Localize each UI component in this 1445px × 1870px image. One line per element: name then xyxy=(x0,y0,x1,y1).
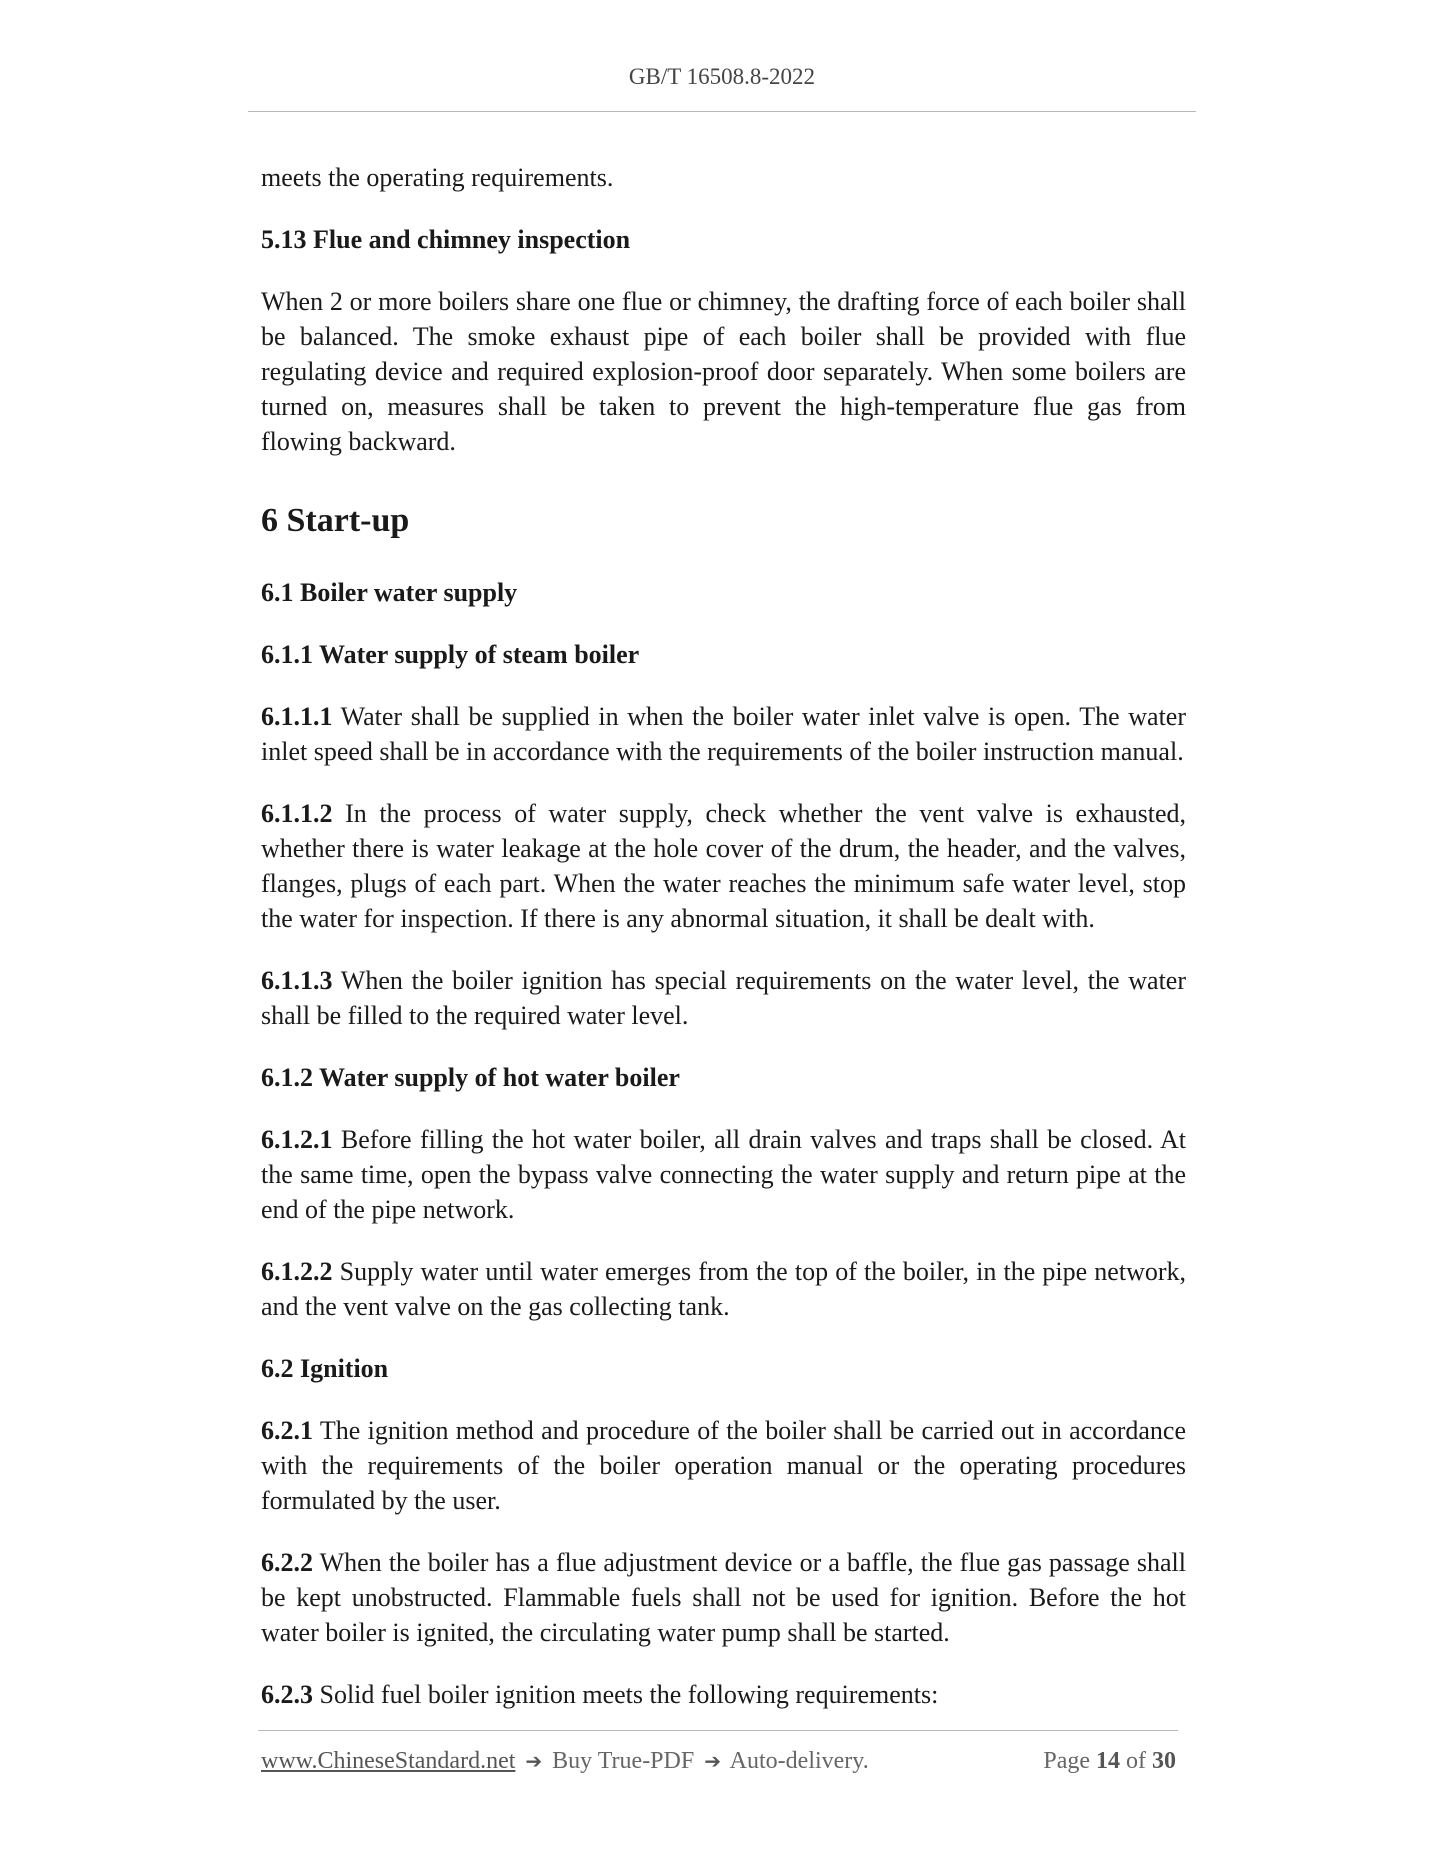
clause-number: 6.2.3 xyxy=(261,1680,313,1709)
clause-text: Before filling the hot water boiler, all drain valves and traps shall be closed. At the same time, open the bypass valve connecting the water supply and return pipe at the end of the pipe network. xyxy=(261,1125,1186,1224)
total-pages: 30 xyxy=(1152,1748,1176,1774)
clause-text: The ignition method and procedure of the boiler shall be carried out in accordance with the requirements of the boiler operation manual or the operating procedures formulated by the user. xyxy=(261,1416,1186,1515)
page-number: 14 xyxy=(1096,1748,1120,1774)
intro-line: meets the operating requirements. xyxy=(261,163,614,192)
buy-pdf-text: Buy True-PDF xyxy=(552,1748,695,1774)
clause-6-2-1 xyxy=(261,1413,1186,1518)
right-arrow-icon: ➔ xyxy=(704,1749,721,1773)
clause-number: 6.1.1.1 xyxy=(261,702,333,731)
page-counter xyxy=(1043,1748,1176,1775)
auto-delivery-text: Auto-delivery. xyxy=(729,1748,869,1774)
of-label: of xyxy=(1126,1748,1146,1774)
section-5-13-text: When 2 or more boilers share one flue or chimney, the drafting force of each boiler shall be balanced. The smoke exhaust pipe of each boiler shall be provided with flue regulating device and required explosion-proof door separately. When some boilers are turned on, measures shall be taken to prevent the high-temperature flue gas from flowing backward. xyxy=(261,287,1186,456)
document-body xyxy=(261,160,1186,1739)
section-6-1-1-heading: 6.1.1 Water supply of steam boiler xyxy=(261,640,640,669)
clause-text: In the process of water supply, check whether the vent valve is exhausted, whether there is water leakage at the hole cover of the drum, the header, and the valves, flanges, plugs of each part. When the water reaches the minimum safe water level, stop the water for inspection. If there is any abnormal situation, it shall be dealt with. xyxy=(261,799,1186,933)
clause-number: 6.1.1.2 xyxy=(261,799,333,828)
clause-6-2-2 xyxy=(261,1545,1186,1650)
chapter-6-heading: 6 Start-up xyxy=(261,502,410,539)
section-6-1-heading: 6.1 Boiler water supply xyxy=(261,578,518,607)
page-header-title: GB/T 16508.8-2022 xyxy=(628,64,816,89)
clause-text: Supply water until water emerges from the top of the boiler, in the pipe network, and the vent valve on the gas collecting tank. xyxy=(261,1257,1186,1321)
clause-number: 6.2.2 xyxy=(261,1548,313,1577)
clause-text: When the boiler has a flue adjustment device or a baffle, the flue gas passage shall be kept unobstructed. Flammable fuels shall not be used for ignition. Before the hot water boiler is ignited, the circulating water pump shall be started. xyxy=(261,1548,1186,1647)
clause-6-1-1-2 xyxy=(261,796,1186,936)
clause-6-1-2-1 xyxy=(261,1122,1186,1227)
right-arrow-icon: ➔ xyxy=(525,1749,543,1773)
page-label: Page xyxy=(1043,1748,1090,1774)
website-link[interactable]: www.ChineseStandard.net xyxy=(261,1748,516,1774)
clause-text: Solid fuel boiler ignition meets the following requirements: xyxy=(313,1680,939,1709)
clause-text: When the boiler ignition has special requirements on the water level, the water shall be filled to the required water level. xyxy=(261,966,1186,1030)
clause-6-1-1-3 xyxy=(261,963,1186,1033)
clause-6-2-3 xyxy=(261,1677,1186,1712)
footer-divider xyxy=(258,1730,1178,1731)
clause-6-1-2-2 xyxy=(261,1254,1186,1324)
clause-text: Water shall be supplied in when the boiler water inlet valve is open. The water inlet speed shall be in accordance with the requirements of the boiler instruction manual. xyxy=(261,702,1186,766)
clause-number: 6.1.2.2 xyxy=(261,1257,333,1286)
header-divider xyxy=(248,111,1196,112)
clause-number: 6.1.2.1 xyxy=(261,1125,333,1154)
clause-number: 6.2.1 xyxy=(261,1416,313,1445)
section-6-2-heading: 6.2 Ignition xyxy=(261,1354,389,1383)
section-5-13-heading: 5.13 Flue and chimney inspection xyxy=(261,225,631,254)
clause-number: 6.1.1.3 xyxy=(261,966,333,995)
footer-promo xyxy=(261,1748,869,1775)
clause-6-1-1-1 xyxy=(261,699,1186,769)
section-6-1-2-heading: 6.1.2 Water supply of hot water boiler xyxy=(261,1063,680,1092)
